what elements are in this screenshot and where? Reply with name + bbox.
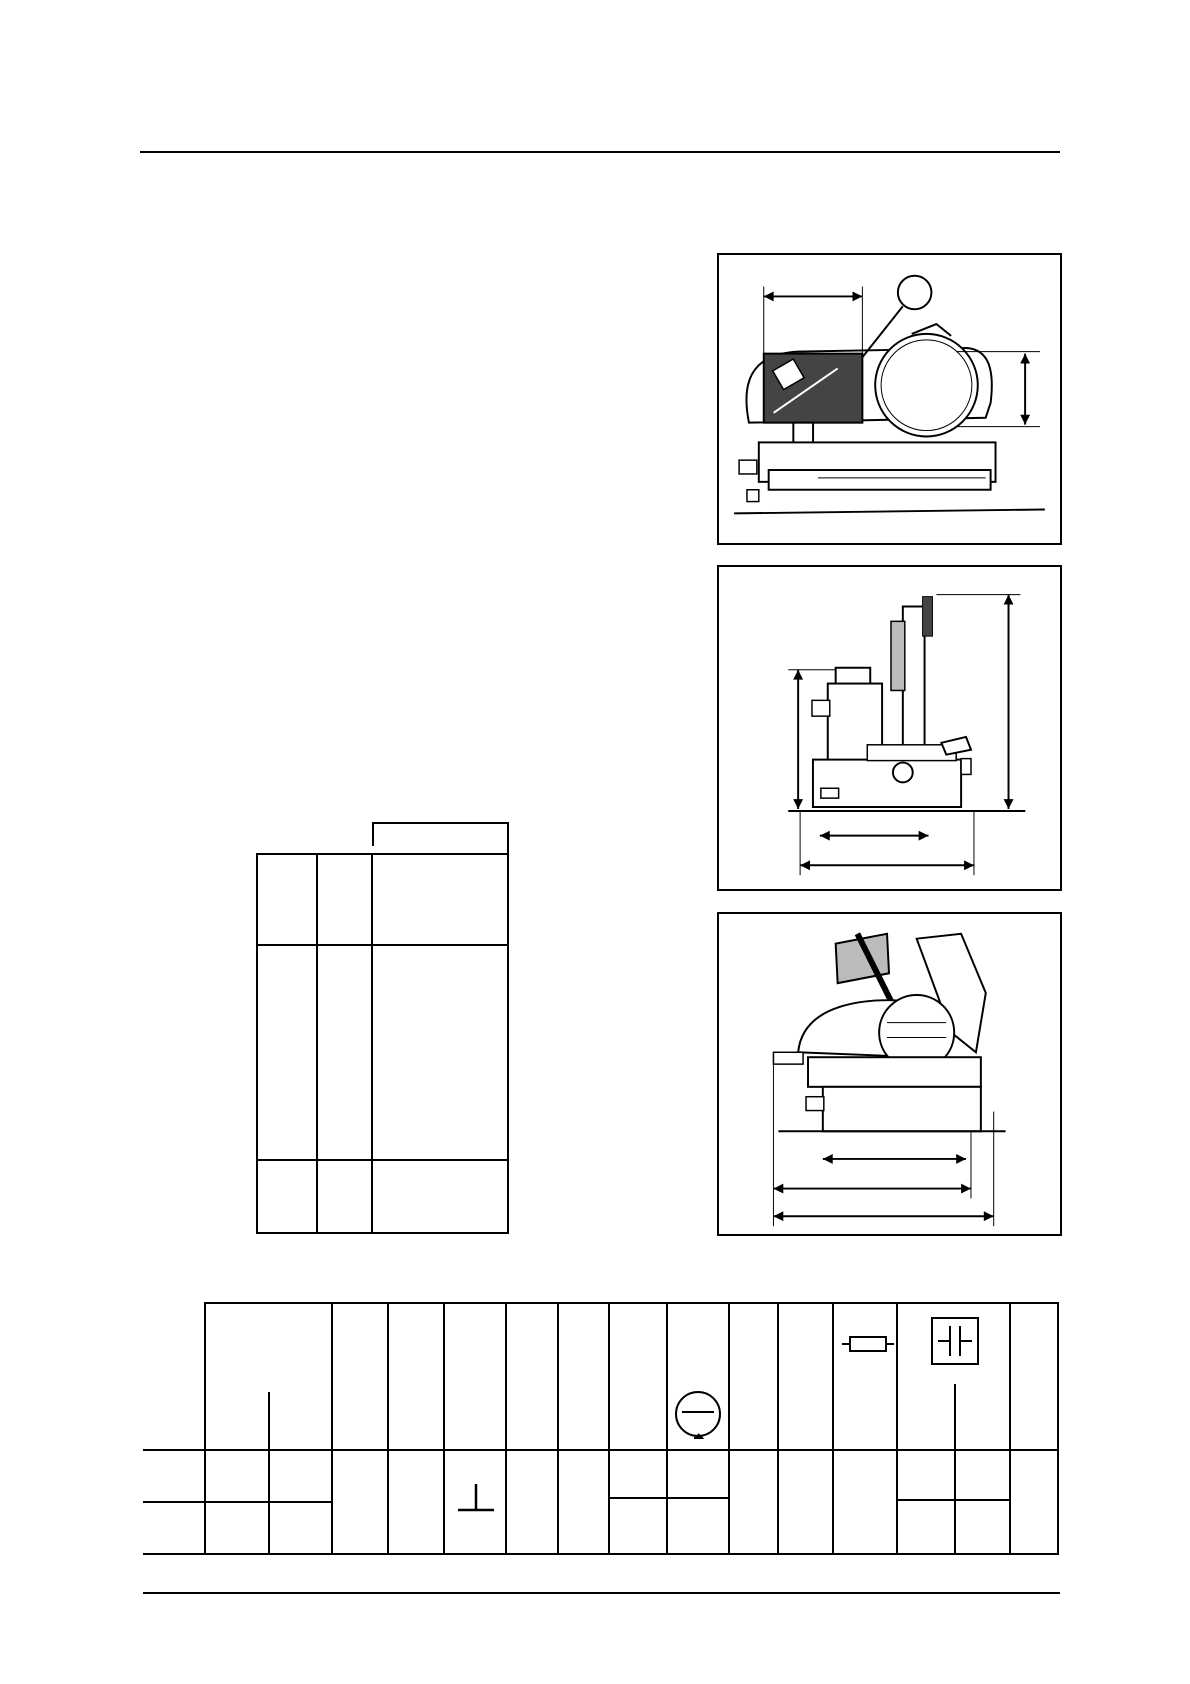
- figure-2-side-view: [717, 565, 1062, 891]
- slicer-side-view-drawing: [719, 567, 1060, 889]
- slicer-top-view-drawing: [719, 255, 1060, 543]
- figure-1-top-view: [717, 253, 1062, 545]
- header-divider: [140, 151, 1060, 153]
- slicer-front-view-drawing: [719, 914, 1060, 1234]
- capacitor-icon: [930, 1316, 980, 1366]
- figure-3-front-view: [717, 912, 1062, 1236]
- rotation-direction-icon: [672, 1388, 724, 1440]
- footer-divider: [143, 1592, 1060, 1594]
- fuse-icon: [840, 1332, 896, 1356]
- ground-perpendicular-icon: [455, 1480, 497, 1516]
